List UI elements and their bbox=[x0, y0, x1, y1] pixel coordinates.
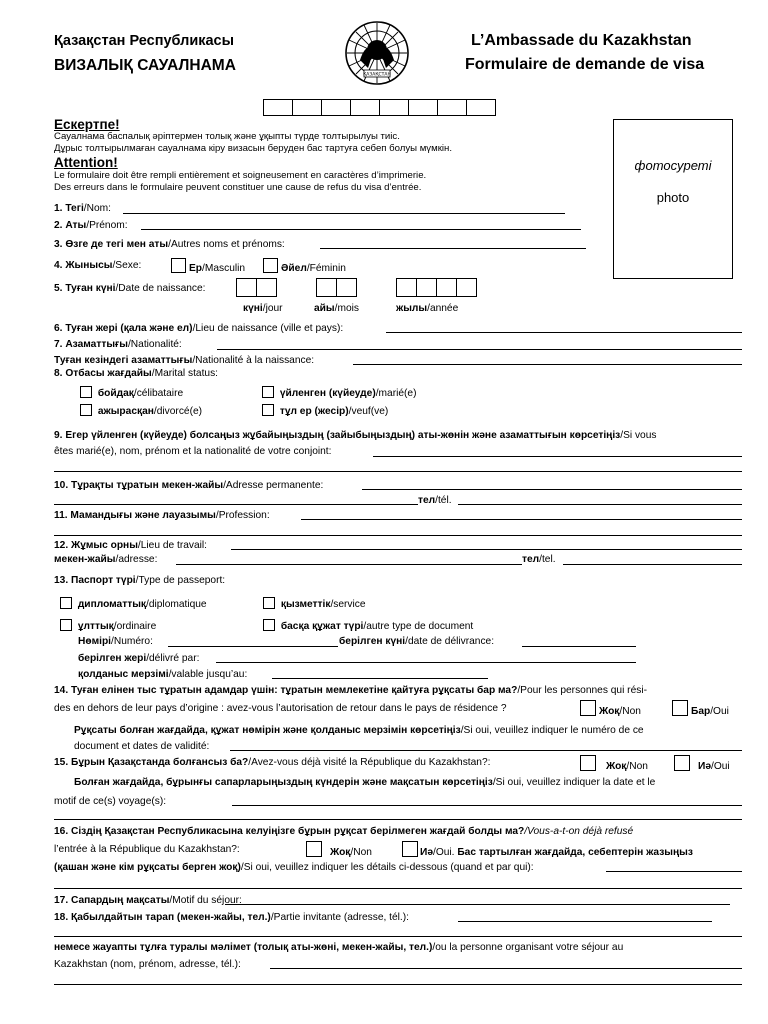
notice-kz-line2: Дұрыс толтырылмаған сауалнама кіру визасын беруден бас тартуға себеп болуы мүмкін. bbox=[54, 143, 452, 154]
work-tel-label: тел/tel. bbox=[522, 554, 556, 565]
field-14-label: 14. Туған елінен тыс тұратын адамдар үшін: тұратын мемлекетіне қайтуға рұқсаты бар ма?/Pour les personnes qui rési- bbox=[54, 685, 647, 696]
passport-ordinary-option[interactable]: ұлттық/ordinaire bbox=[60, 619, 156, 633]
field-14-label-fr: des en dehors de leur pays d’origine : avez-vous l’autorisation de retour dans le pays de résidence ? bbox=[54, 703, 507, 714]
return-yes-checkbox[interactable] bbox=[672, 700, 688, 716]
return-permit-input[interactable] bbox=[230, 750, 742, 751]
birth-month-cell-1[interactable] bbox=[316, 278, 337, 297]
marital-widow-option[interactable]: тұл ер (жесір)/veuf(ve) bbox=[262, 404, 388, 418]
field-11-label: 11. Мамандығы және лауазымы/Profession: bbox=[54, 510, 270, 521]
passport-number-label: Нөмірі/Numéro: bbox=[78, 636, 153, 647]
profession-input-line-2[interactable] bbox=[54, 535, 742, 536]
field-10-label: 10. Тұрақты тұратын мекен-жайы/Adresse permanente: bbox=[54, 480, 324, 491]
address-tel-label: тел/tél. bbox=[418, 495, 452, 506]
other-doc-checkbox[interactable] bbox=[263, 619, 275, 631]
year-caption: жылы/année bbox=[396, 303, 459, 314]
field-7-label: 7. Азаматтығы/Nationalité: bbox=[54, 339, 182, 350]
passport-diplomatic-option[interactable]: дипломаттық/diplomatique bbox=[60, 597, 207, 611]
previous-visits-input-line-2[interactable] bbox=[54, 819, 742, 820]
field-7b-label: Туған кезіндегі азаматтығы/Nationalité à la naissance: bbox=[54, 355, 315, 366]
field-17-label: 17. Сапардың мақсаты/Motif du séjour: bbox=[54, 895, 242, 906]
field-14b-label: Рұқсаты болған жағдайда, құжат нөмірін және қолданыс мерзімін көрсетіңіз/Si oui, veuillez indiquer le numéro de ce bbox=[74, 725, 644, 736]
sex-male-option[interactable]: Ер/Masculin bbox=[171, 258, 245, 275]
field-16-label: 16. Сіздің Қазақстан Республикасына келуіңізге бұрын рұқсат берілмеген жағдай болды ма?/Vous-a-t-on déjà refusé bbox=[54, 826, 634, 837]
return-permit-no-option[interactable]: Жоқ/Non bbox=[580, 700, 641, 718]
refused-no-option[interactable]: Жоқ/Non bbox=[306, 841, 372, 859]
other-names-input[interactable] bbox=[320, 248, 586, 249]
photo-label-fr: photo bbox=[656, 190, 690, 205]
return-permit-yes-option[interactable]: Бар/Oui bbox=[672, 700, 729, 718]
marital-single-option[interactable]: бойдақ/célibataire bbox=[80, 386, 183, 400]
field-12-label: 12. Жұмыс орны/Lieu de travail: bbox=[54, 540, 207, 551]
form-title-kz: ВИЗАЛЫҚ САУАЛНАМА bbox=[54, 57, 236, 74]
single-checkbox[interactable] bbox=[80, 386, 92, 398]
refusal-details-input-line-2[interactable] bbox=[54, 888, 742, 889]
birthplace-input[interactable] bbox=[386, 332, 742, 333]
visited-no-option[interactable]: Жоқ/Non bbox=[580, 755, 648, 773]
form-title-fr: Formulaire de demande de visa bbox=[465, 56, 705, 73]
number-cell[interactable] bbox=[466, 99, 496, 116]
passport-number-input[interactable] bbox=[168, 646, 338, 647]
field-18b-label-fr: Kazakhstan (nom, prénom, adresse, tél.): bbox=[54, 959, 241, 970]
passport-service-option[interactable]: қызметтік/service bbox=[263, 597, 366, 611]
refused-yes-option[interactable]: Иә/Oui. Бас тартылған жағдайда, себептерін жазыңыз bbox=[402, 841, 693, 859]
birth-year-cell-4[interactable] bbox=[456, 278, 477, 297]
refusal-details-input[interactable] bbox=[606, 871, 742, 872]
notice-title-fr: Attention! bbox=[54, 155, 118, 170]
address-tel-input[interactable] bbox=[458, 504, 742, 505]
number-cell[interactable] bbox=[321, 99, 351, 116]
spouse-input[interactable] bbox=[373, 456, 742, 457]
state-emblem-icon bbox=[344, 20, 410, 86]
field-18-label: 18. Қабылдайтын тарап (мекен-жайы, тел.)/Partie invitante (adresse, tél.): bbox=[54, 912, 409, 923]
purpose-input[interactable] bbox=[225, 904, 730, 905]
issue-date-input[interactable] bbox=[522, 646, 636, 647]
host-input[interactable] bbox=[458, 921, 712, 922]
issue-date-label: берілген күні/date de délivrance: bbox=[339, 636, 495, 647]
valid-until-input[interactable] bbox=[272, 678, 488, 679]
host-input-line-2[interactable] bbox=[54, 936, 742, 937]
notice-kz-line1: Сауалнама баспалық әріптермен толық және ұқыпты түрде толтырылуы тиіс. bbox=[54, 131, 400, 142]
birth-year-cell-2[interactable] bbox=[416, 278, 437, 297]
field-15b-label: Болған жағдайда, бұрынғы сапарларыңыздың күндерін және мақсатын көрсетіңіз/Si oui, veuillez indiquer la date et le bbox=[74, 777, 656, 788]
profession-input[interactable] bbox=[301, 519, 742, 520]
visited-yes-option[interactable]: Иә/Oui bbox=[674, 755, 730, 773]
marital-married-option[interactable]: үйленген (күйеуде)/marié(e) bbox=[262, 386, 416, 400]
embassy-title: L’Ambassade du Kazakhstan bbox=[471, 32, 692, 49]
spouse-input-line-2[interactable] bbox=[54, 471, 742, 472]
previous-visits-input[interactable] bbox=[232, 805, 742, 806]
emblem-caption: ҚАЗАҚСТАН bbox=[363, 72, 391, 78]
passport-other-option[interactable]: басқа құжат түрі/autre type de document bbox=[263, 619, 473, 633]
field-4-label: 4. Жынысы/Sexe: bbox=[54, 260, 142, 271]
field-5-label: 5. Туған күні/Date de naissance: bbox=[54, 283, 206, 294]
ordinary-checkbox[interactable] bbox=[60, 619, 72, 631]
field-16b-label: (қашан және кім рұқсаты берген жоқ)/Si oui, veuillez indiquer les détails ci-dessous (quand et par qui): bbox=[54, 862, 534, 873]
number-cell[interactable] bbox=[437, 99, 467, 116]
field-2-label: 2. Аты/Prénom: bbox=[54, 220, 128, 231]
refused-no-checkbox[interactable] bbox=[306, 841, 322, 857]
number-cell[interactable] bbox=[408, 99, 438, 116]
issued-by-label: берілген жері/délivré par: bbox=[78, 653, 200, 664]
field-18b-label: немесе жауапты тұлға туралы мәлімет (толық аты-жөні, мекен-жайы, тел.)/ou la personne organisant votre séjour au bbox=[54, 942, 624, 953]
notice-fr-line2: Des erreurs dans le formulaire peuvent constituer une cause de refus du visa d’entrée. bbox=[54, 182, 422, 193]
number-cell[interactable] bbox=[263, 99, 293, 116]
work-tel-input[interactable] bbox=[563, 564, 742, 565]
sex-female-option[interactable]: Әйел/Féminin bbox=[263, 258, 346, 275]
field-14b-label-fr: document et dates de validité: bbox=[74, 741, 210, 752]
return-no-checkbox[interactable] bbox=[580, 700, 596, 716]
application-number-cells bbox=[264, 99, 496, 116]
diplomatic-checkbox[interactable] bbox=[60, 597, 72, 609]
organizer-input-line-2[interactable] bbox=[54, 984, 742, 985]
field-6-label: 6. Туған жері (қала және ел)/Lieu de naissance (ville et pays): bbox=[54, 323, 344, 334]
field-16-label-fr: l’entrée à la République du Kazakhstan?: bbox=[54, 844, 240, 855]
photo-label-kz: фотосуреті bbox=[634, 158, 712, 173]
field-8-label: 8. Отбасы жағдайы/Marital status: bbox=[54, 368, 218, 379]
number-cell[interactable] bbox=[379, 99, 409, 116]
field-13-label: 13. Паспорт түрі/Type de passeport: bbox=[54, 575, 226, 586]
first-name-input[interactable] bbox=[141, 229, 581, 230]
field-12b-label: мекен-жайы/adresse: bbox=[54, 554, 158, 565]
valid-until-label: қолданыс мерзімі/valable jusqu’au: bbox=[78, 669, 248, 680]
widow-checkbox[interactable] bbox=[262, 404, 274, 416]
organizer-input[interactable] bbox=[270, 968, 742, 969]
married-checkbox[interactable] bbox=[262, 386, 274, 398]
birth-year-cell-3[interactable] bbox=[436, 278, 457, 297]
number-cell[interactable] bbox=[350, 99, 380, 116]
nationality-input[interactable] bbox=[217, 349, 742, 350]
birth-month-cell-2[interactable] bbox=[336, 278, 357, 297]
country-title: Қазақстан Республикасы bbox=[54, 33, 235, 49]
field-15-label: 15. Бұрын Қазақстанда болғансыз ба?/Avez-vous déjà visité la République du Kazakhstan?: bbox=[54, 757, 491, 768]
issued-by-input[interactable] bbox=[216, 662, 636, 663]
work-address-input[interactable] bbox=[176, 564, 522, 565]
field-9-label: 9. Егер үйленген (күйеуде) болсаңыз жұбайыңыздың (зайыбыңыздың) аты-жөнін және азаматтығын көрсетіңіз/Si vous bbox=[54, 430, 657, 441]
birth-day-cell-2[interactable] bbox=[256, 278, 277, 297]
address-input[interactable] bbox=[362, 489, 742, 490]
number-cell[interactable] bbox=[292, 99, 322, 116]
month-caption: айы/mois bbox=[314, 303, 359, 314]
field-15b-label-fr: motif de ce(s) voyage(s): bbox=[54, 796, 167, 807]
notice-fr-line1: Le formulaire doit être rempli entièrement et soigneusement en caractères d’imprimerie. bbox=[54, 170, 427, 181]
male-checkbox[interactable] bbox=[171, 258, 186, 273]
notice-title-kz: Ескертпе! bbox=[54, 117, 120, 132]
refused-yes-checkbox[interactable] bbox=[402, 841, 418, 857]
surname-input[interactable] bbox=[123, 213, 565, 214]
birth-year-cell-1[interactable] bbox=[396, 278, 417, 297]
birth-day-cell-1[interactable] bbox=[236, 278, 257, 297]
day-caption: күні/jour bbox=[243, 303, 283, 314]
birth-nationality-input[interactable] bbox=[353, 364, 742, 365]
address-input-line-2[interactable] bbox=[54, 504, 418, 505]
service-checkbox[interactable] bbox=[263, 597, 275, 609]
female-checkbox[interactable] bbox=[263, 258, 278, 273]
field-9-label-fr: êtes marié(e), nom, prénom et la nationalité de votre conjoint: bbox=[54, 446, 332, 457]
workplace-input[interactable] bbox=[231, 549, 742, 550]
divorced-checkbox[interactable] bbox=[80, 404, 92, 416]
field-3-label: 3. Өзге де тегі мен аты/Autres noms et prénoms: bbox=[54, 239, 285, 250]
field-1-label: 1. Тегі/Nom: bbox=[54, 203, 111, 214]
visited-no-checkbox[interactable] bbox=[580, 755, 596, 771]
marital-divorced-option[interactable]: ажырасқан/divorcé(e) bbox=[80, 404, 202, 418]
visited-yes-checkbox[interactable] bbox=[674, 755, 690, 771]
